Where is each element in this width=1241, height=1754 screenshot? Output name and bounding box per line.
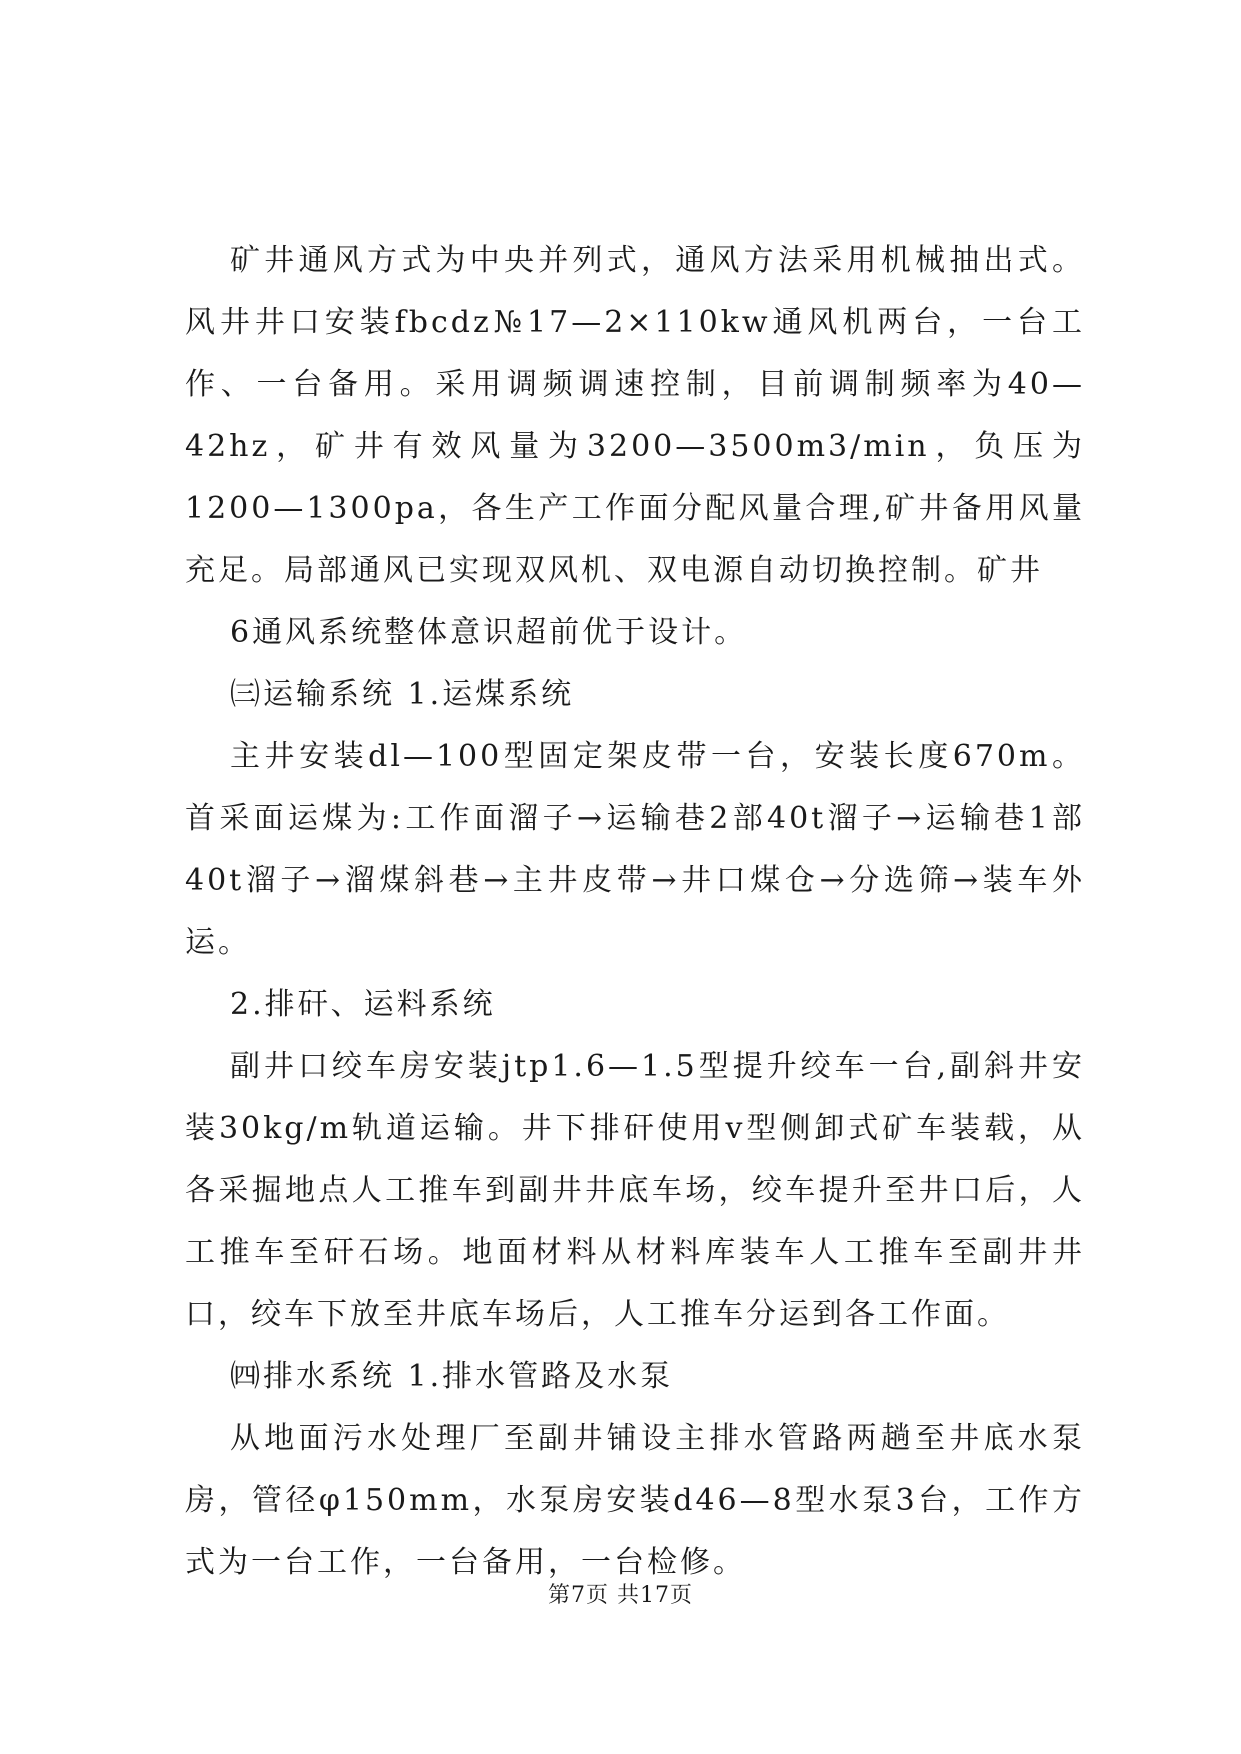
paragraph-ventilation: 矿井通风方式为中央并列式，通风方法采用机械抽出式。风井井口安装fbcdz№17—2×110kw通风机两台，一台工作、一台备用。采用调频调速控制，目前调制频率为40—42hz，矿井有效风量为3200—3500m3/min，负压为1200—1300pa，各生产工作面分配风量合理,矿井备用风量充足。局部通风已实现双风机、双电源自动切换控制。矿井 (185, 243, 1085, 588)
heading-drainage-system: ㈣排水系统 1.排水管路及水泵 (230, 1359, 674, 1394)
page-number-footer: 第7页 共17页 (548, 1583, 693, 1608)
paragraph-ventilation-summary: 6通风系统整体意识超前优于设计。 (230, 615, 748, 650)
heading-transport-system: ㈢运输系统 1.运煤系统 (230, 677, 575, 712)
heading-waste-material-system: 2.排矸、运料系统 (230, 987, 496, 1022)
paragraph-coal-transport: 主井安装dl—100型固定架皮带一台，安装长度670m。首采面运煤为:工作面溜子→运输巷2部40t溜子→运输巷1部40t溜子→溜煤斜巷→主井皮带→井口煤仓→分选筛→装车外运。 (185, 739, 1085, 960)
paragraph-hoisting: 副井口绞车房安装jtp1.6—1.5型提升绞车一台,副斜井安装30kg/m轨道运输。井下排矸使用v型侧卸式矿车装载，从各采掘地点人工推车到副井井底车场，绞车提升至井口后，人工推车至矸石场。地面材料从材料库装车人工推车至副井井口，绞车下放至井底车场后，人工推车分运到各工作面。 (185, 1049, 1085, 1332)
paragraph-drainage: 从地面污水处理厂至副井铺设主排水管路两趟至井底水泵房，管径φ150mm，水泵房安装d46—8型水泵3台，工作方式为一台工作，一台备用，一台检修。 (185, 1421, 1085, 1580)
document-body (185, 230, 1085, 1594)
